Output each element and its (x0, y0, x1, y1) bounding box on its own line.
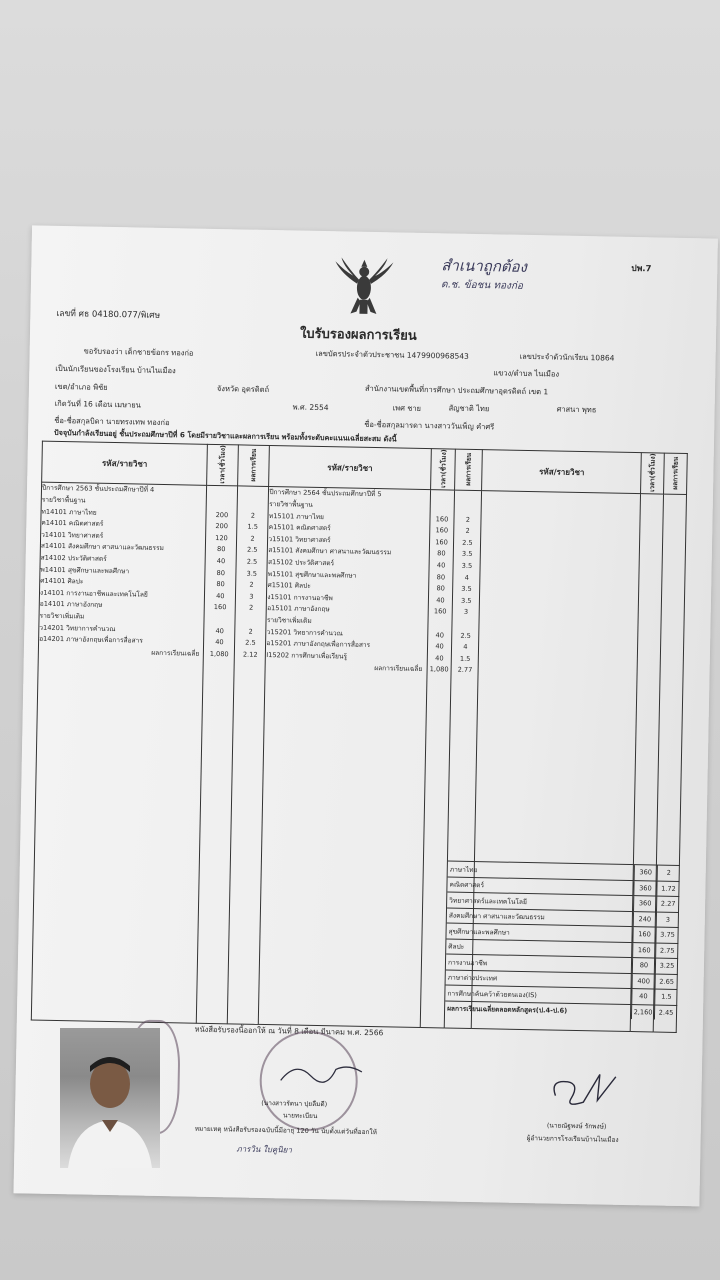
grade-cell: 1.5 (247, 522, 259, 532)
hours-cell: 200 (215, 522, 229, 531)
summary-hours: 240 (633, 912, 656, 927)
summary-grade: 2.27 (656, 897, 679, 912)
grade-cell: 3.5 (246, 569, 258, 578)
hours-cell: 40 (215, 626, 224, 635)
gpa-label: ผลการเรียนเฉลี่ย (374, 664, 423, 674)
hours-cell: 40 (215, 638, 224, 647)
subject-row: ส15102 ประวัติศาสตร์ (267, 558, 335, 568)
hours-cell: 40 (216, 557, 226, 566)
hours-cell (430, 491, 454, 503)
summary-hours: 2,160 (631, 1005, 654, 1020)
summary-subject: การศึกษาค้นคว้าด้วยตนเอง(IS) (447, 989, 538, 999)
summary-grade: 3.25 (655, 959, 678, 974)
subject-row: รายวิชาพื้นฐาน (41, 495, 86, 505)
grade-cell (238, 498, 268, 510)
subject-row: ว15101 วิทยาศาสตร์ (268, 534, 331, 545)
subject-row: ท15101 ภาษาไทย (268, 511, 325, 521)
summary-grade: 3.75 (655, 928, 678, 943)
gpa-hours: 1,080 (429, 665, 449, 674)
summary-subject: ศิลปะ (448, 942, 465, 952)
director-name: (นายณัฐพงษ์ รักพงษ์) (546, 1121, 607, 1131)
grade-cell: 3.5 (461, 561, 473, 570)
summary-hours: 80 (632, 958, 655, 973)
form-code: ปพ.7 (631, 263, 652, 275)
hours-cell (428, 618, 452, 630)
grade-cell: 2 (248, 627, 253, 636)
year1-subjects (31, 483, 207, 1024)
grade-cell: 4 (464, 573, 469, 582)
grade-cell: 2.5 (246, 546, 258, 555)
grade-cell: 4 (463, 642, 468, 652)
year2-subjects (259, 487, 431, 1028)
grade-cell: 2.5 (460, 631, 471, 640)
grade-cell: 2 (250, 511, 256, 520)
grade-cell: 2 (465, 515, 471, 524)
subject-row: ค15101 คณิตศาสตร์ (268, 523, 331, 533)
subject-row: ว15201 วิทยาการคำนวณ (266, 627, 343, 638)
summary-subject: สังคมศึกษา ศาสนาและวัฒนธรรม (448, 911, 545, 922)
summary-hours: 360 (633, 881, 656, 896)
hours-cell: 80 (216, 568, 226, 577)
gpa-label: ผลการเรียนเฉลี่ย (151, 648, 200, 658)
subject-row: ค14101 คณิตศาสตร์ (41, 518, 104, 529)
subject-row: ปีการศึกษา 2564 ชั้นประถมศึกษาปีที่ 5 (269, 488, 382, 499)
subject-row: ศ15101 ศิลปะ (267, 581, 311, 591)
director-signature-icon (545, 1065, 626, 1115)
summary-subject: วิทยาศาสตร์และเทคโนโลยี (449, 896, 527, 906)
issue-date: หนังสือรับรองนี้ออกให้ ณ วันที่ 8 เดือน มีนาคม พ.ศ. 2566 (194, 1024, 384, 1038)
handwritten-student-name: ด.ช. ข้อชน ทองก่อ (440, 279, 524, 292)
summary-subject: คณิตศาสตร์ (449, 880, 485, 890)
gpa-value: 2.77 (457, 666, 473, 675)
mother-name: ชื่อ-ชื่อสกุลมารดา นางสาววันเพ็ญ คำศรี (364, 419, 495, 432)
summary-grade: 2.75 (655, 943, 678, 958)
subject-row: อ15101 ภาษาอังกฤษ (267, 604, 330, 614)
gpa-value: 2.12 (242, 650, 258, 659)
grade-cell: 1.5 (459, 654, 471, 663)
grade-cell: 3.5 (461, 584, 472, 594)
religion: ศาสนา พุทธ (556, 404, 597, 415)
district: เขต/อำเภอ พิชัย (54, 381, 108, 392)
grade-cell: 3.5 (461, 550, 473, 559)
summary-grade: 2.45 (654, 1005, 677, 1020)
grade-cell: 2 (249, 580, 254, 589)
grade-cell: 2.5 (245, 638, 256, 647)
gpa-hours: 1,080 (209, 649, 229, 659)
gender: เพศ ชาย (392, 403, 422, 413)
hours-cell: 160 (435, 538, 448, 547)
col-subject-1: รหัส/รายวิชา (42, 441, 208, 486)
garuda-emblem-icon (330, 253, 397, 320)
student-photo (60, 1028, 160, 1168)
grade-cell: 2.5 (246, 557, 258, 566)
student-portrait-icon (60, 1028, 160, 1168)
summary-hours: 360 (633, 896, 656, 911)
col-grade-1: ผลการเรียน (238, 445, 270, 487)
col-grade-2: ผลการเรียน (455, 449, 483, 491)
grade-cell: 2 (250, 534, 255, 543)
subdistrict: แขวง/ตำบล ไนเมือง (493, 368, 560, 379)
hours-cell (207, 498, 237, 510)
current-status: ปัจจุบันกำลังเรียนอยู่ ชั้นประถมศึกษาปีที่ 6 โดยมีรายวิชาและผลการเรียน พร้อมทั้งระดับคะแนนเฉลี่ยสะสม ดังนี้ (54, 427, 397, 444)
hours-cell: 80 (437, 549, 446, 558)
subject-row: ว14201 วิทยาการคำนวณ (39, 623, 116, 633)
student-name: ขอรับรองว่า เด็กชายข้อกร ทองก่อ (83, 346, 194, 358)
subject-group-summary (445, 861, 680, 1020)
hours-cell (207, 486, 237, 498)
col-hours-2: เวลา(ชั่วโมง) (430, 449, 456, 491)
col-hours-3: เวลา(ชั่วโมง) (641, 453, 665, 495)
hours-cell: 160 (435, 526, 449, 535)
grade-cell (455, 491, 481, 503)
father-name: ชื่อ-ชื่อสกุลบิดา นายทรงเทพ ทองก่อ (54, 415, 170, 428)
hours-cell: 40 (435, 654, 444, 663)
hours-cell: 80 (436, 572, 446, 582)
hours-cell: 40 (435, 642, 444, 651)
summary-hours: 160 (632, 943, 655, 958)
student-id: เลขประจำตัวนักเรียน 10864 (519, 351, 615, 363)
hours-cell: 200 (215, 510, 229, 519)
summary-subject: สุขศึกษาและพลศึกษา (448, 927, 510, 937)
summary-hours: 160 (632, 927, 655, 942)
nationality: สัญชาติ ไทย (448, 403, 490, 414)
subject-row: ส15101 สังคมศึกษา ศาสนาและวัฒนธรรม (268, 546, 392, 557)
hours-cell: 40 (435, 630, 445, 639)
summary-grade: 2.65 (655, 974, 678, 989)
summary-grade: 3 (656, 912, 679, 927)
subject-row: อ14201 ภาษาอังกฤษเพื่อการสื่อสาร (39, 634, 143, 645)
subject-row: ง14101 การงานอาชีพและเทคโนโลยี (39, 588, 148, 599)
summary-subject: การงานอาชีพ (447, 958, 488, 968)
hours-cell: 160 (213, 603, 227, 612)
grade-cell (455, 503, 481, 515)
subject-row: ง15101 การงานอาชีพ (267, 592, 333, 603)
validity-note: หมายเหตุ หนังสือรับรองฉบับนี้มีอายุ 120 วัน นับตั้งแต่วันที่ออกให้ (194, 1124, 377, 1137)
summary-hours: 40 (631, 989, 654, 1004)
subject-row: รายวิชาเพิ่มเติม (39, 611, 85, 621)
grade-cell: 3 (463, 608, 469, 617)
summary-subject: ผลการเรียนเฉลี่ยตลอดหลักสูตร(ป.4-ป.6) (447, 1004, 568, 1016)
subject-row: ส14102 ประวัติศาสตร์ (40, 553, 107, 563)
grade-cell: 2 (465, 527, 470, 536)
subject-row: พ15101 สุขศึกษาและพลศึกษา (267, 569, 357, 580)
subject-row: อ15201 ภาษาอังกฤษเพื่อการสื่อสาร (266, 639, 371, 650)
province: จังหวัด อุตรดิตถ์ (216, 383, 270, 394)
hours-cell: 80 (436, 584, 445, 593)
hours-cell: 160 (435, 514, 449, 524)
summary-grade: 1.5 (654, 990, 677, 1005)
hours-cell: 40 (216, 591, 225, 600)
subject-row: รายวิชาพื้นฐาน (269, 500, 313, 509)
summary-hours: 360 (634, 865, 657, 880)
grade-cell: 2 (248, 604, 254, 613)
registrar-signature-icon (276, 1050, 367, 1092)
subject-row: พ14101 สุขศึกษาและพลศึกษา (40, 565, 130, 575)
document-title: ใบรับรองผลการเรียน (299, 326, 417, 344)
subject-row: ศ14101 ศิลปะ (40, 576, 84, 586)
hours-cell: 80 (216, 545, 226, 554)
handwritten-certified-copy: สำเนาถูกต้อง (441, 256, 528, 276)
registrar-name: (นางสาวรัตนา ปุยลืมดี) (261, 1098, 328, 1109)
subject-row: I15202 การศึกษาเพื่อเรียนรู้ (266, 650, 348, 661)
hours-cell: 160 (433, 607, 447, 616)
director-title: ผู้อำนวยการโรงเรียนบ้านไนเมือง (526, 1134, 619, 1144)
school-name: เป็นนักเรียนของโรงเรียน บ้านไนเมือง (55, 363, 176, 376)
birth-year: พ.ศ. 2554 (292, 402, 329, 413)
col-subject-3: รหัส/รายวิชา (482, 450, 642, 495)
hours-cell: 80 (216, 580, 225, 589)
grade-cell (236, 614, 266, 626)
col-subject-2: รหัส/รายวิชา (269, 446, 431, 491)
summary-subject: ภาษาไทย (449, 865, 478, 874)
grade-cell: 2.5 (462, 538, 473, 547)
grade-cell: 3.5 (460, 596, 472, 605)
hours-cell (205, 614, 235, 626)
col-grade-3: ผลการเรียน (664, 453, 688, 495)
subject-row: ว14101 วิทยาศาสตร์ (41, 530, 104, 540)
subject-row: อ14101 ภาษาอังกฤษ (39, 600, 103, 610)
subject-row: ส14101 สังคมศึกษา ศาสนาและวัฒนธรรม (40, 542, 164, 553)
education-office: สำนักงานเขตพื้นที่การศึกษา ประถมศึกษาอุตรดิตถ์ เขต 1 (364, 383, 549, 397)
grade-cell (453, 619, 479, 631)
summary-hours: 400 (632, 974, 655, 989)
grade-cell: 3 (249, 592, 254, 601)
hours-cell (430, 502, 454, 514)
hours-cell: 40 (436, 561, 446, 570)
hours-cell: 120 (215, 533, 228, 543)
summary-subject: ภาษาต่างประเทศ (447, 973, 498, 983)
birth-date: เกิดวันที่ 16 เดือน เมษายน (54, 398, 141, 410)
document-number: เลขที่ ศธ 04180.077/พิเศษ (56, 308, 161, 321)
subject-row: รายวิชาเพิ่มเติม (266, 615, 312, 625)
citizen-id: เลขบัตรประจำตัวประชาชน 1479900968543 (315, 348, 469, 361)
col-hours-1: เวลา(ชั่วโมง) (207, 444, 239, 486)
summary-grade: 1.72 (656, 881, 679, 896)
grade-cell (238, 487, 268, 499)
subject-row: ท14101 ภาษาไทย (41, 507, 97, 517)
subject-row: ปีการศึกษา 2563 ชั้นประถมศึกษาปีที่ 4 (41, 484, 155, 495)
summary-grade: 2 (657, 866, 680, 881)
hours-cell: 40 (436, 596, 445, 605)
handwritten-signature-note: ภารวิน ใบคูนิยา (236, 1144, 293, 1155)
registrar-title: นายทะเบียน (282, 1111, 318, 1121)
